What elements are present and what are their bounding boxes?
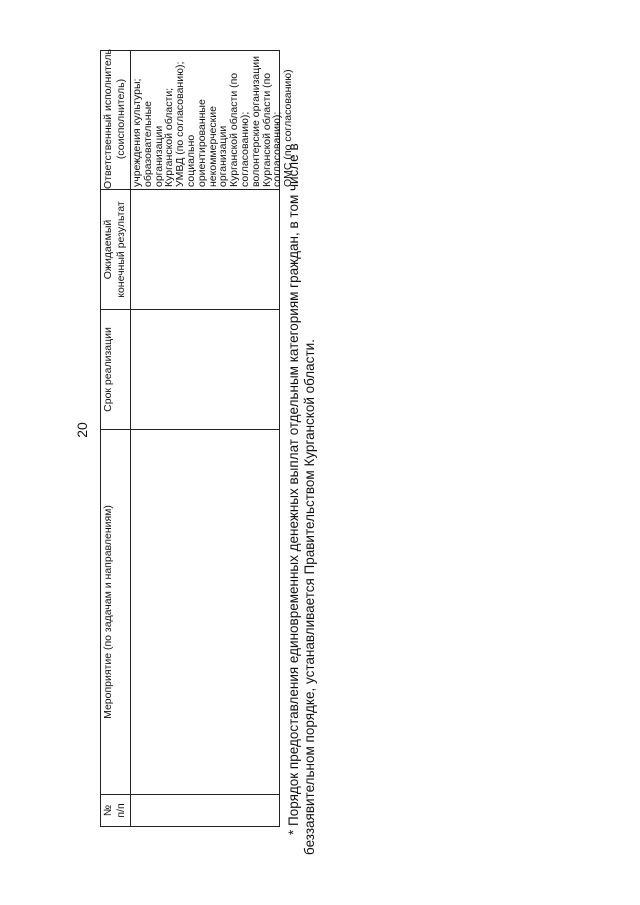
column-divider — [101, 309, 279, 310]
footnote — [286, 25, 318, 855]
cell-executor: учреждения культуры; образовательные организации Курганской области; УМВД (по согласованию); социально ориентированные некоммерческие организации Курганской области (по согласованию); волонтерские организации Курганской области (по согласованию); ОМС (по согласованию) — [131, 56, 295, 187]
header-event: Мероприятие (по задачам и направлениям) — [102, 505, 114, 719]
page-number: 20 — [74, 422, 90, 438]
header-executor: Ответственный исполнитель (соисполнитель) — [102, 49, 127, 189]
column-divider — [101, 429, 279, 430]
header-result: Ожидаемый конечный результат — [102, 201, 127, 298]
header-term: Срок реализации — [102, 327, 114, 412]
footnote-line-1: * Порядок предоставления единовременных денежных выплат отдельным категориям граждан, в том числе в — [286, 143, 301, 835]
footnote-line-2: беззаявительном порядке, устанавливается Правительством Курганской области. — [302, 339, 317, 855]
header-number: № п/п — [102, 803, 127, 818]
